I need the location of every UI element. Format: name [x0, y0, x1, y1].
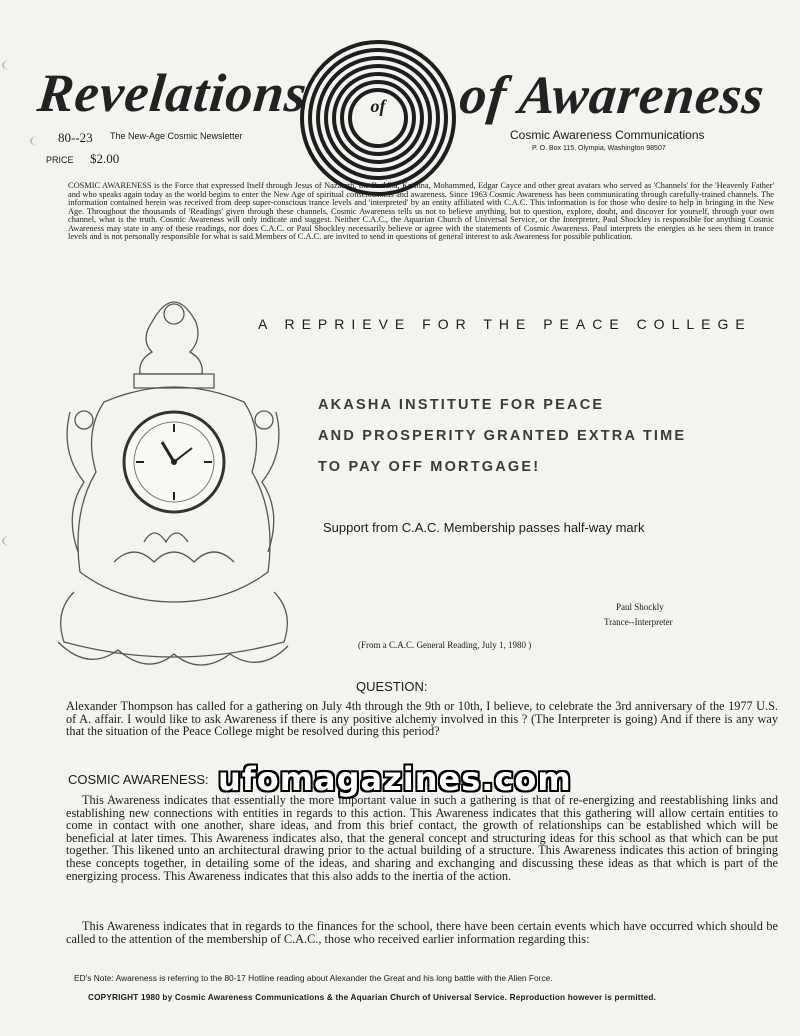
publisher-name: Cosmic Awareness Communications	[510, 128, 705, 142]
question-text: Alexander Thompson has called for a gathering on July 4th through the 9th or 10th, I believe, to celebrate the 3rd anniversary of the 1977 U.S. of A. affair. I would like to ask Awareness if there is any positive alchemy involved in this ? (The Interpreter is going) And if there is any way that the situation of the Peace College might be resolved during this period?	[66, 699, 778, 739]
site-watermark: ufomagazines.com	[218, 760, 572, 798]
signature-role: Trance--Interpreter	[604, 617, 673, 627]
price-label: PRICE	[46, 155, 74, 165]
issue-number: 80--23	[58, 130, 93, 145]
answer-paragraph-1: This Awareness indicates that essentially the more important value in such a gathering is that of re-energizing and reestablishing links and establishing new connections with entities in regards to this action. This Awareness indicates that this gathering will allow certain entities to come in contact with one another, share ideas, and from this brief contact, the growth of relationships can be established which will be beneficial at later times. This Awareness indicates also, that the general concept and structuring ideas for this school as that which can be put together. This likened unto an architectural drawing prior to the actual building of a structure. This Awareness indicates this action of bringing these concepts together, in detailing some of the ideas, and sharing and exchanging and discussing these ideas as that which is part of the energizing process. This Awareness indicates that this also adds to the inertia of the action.	[66, 793, 778, 883]
article-subhead: Support from C.A.C. Membership passes half-way mark	[323, 520, 645, 535]
answer-label: COSMIC AWARENESS:	[68, 772, 209, 787]
headline-line-1: AKASHA INSTITUTE FOR PEACE	[318, 397, 605, 413]
masthead-title-left: Revelations	[34, 63, 311, 123]
punch-hole-mark	[2, 60, 18, 70]
reading-source: (From a C.A.C. General Reading, July 1, 1980 )	[358, 640, 532, 650]
editor-note: ED's Note: Awareness is referring to the 80-17 Hotline reading about Alexander the Great and his long battle with the Alien Force.	[74, 973, 553, 983]
intro-disclaimer: COSMIC AWARENESS is the Force that expressed Itself through Jesus of Nazareth, the Buddha, Krishna, Mohammed, Edgar Cayce and other great avatars who served as 'Channels' for the 'Heavenly Father' and who speaks again today as the world begins to enter the New Age of spiritual consciousness and awareness. Since 1963 Cosmic Awareness has been communicating through carefully-trained channels. The information contained herein was received from deep super-conscious trance levels and 'interpreted' by an entity affiliated with C.A.C. This information is for those who desire to help in bringing in the New Age. Throughout the thousands of 'Readings' given through these channels, Cosmic Awareness tells us not to believe anything, but to question, explore, doubt, and discover for yourself, through your own channel, what is the truth. Cosmic Awareness will only indicate and suggest. Neither C.A.C., the Aquarian Church of Universal Service, or the Interpreter, Paul Shockley is responsible for anything Cosmic Awareness may state in any of these readings, nor does C.A.C. or Paul Shockley necessarily believe or agree with the statements of Cosmic Awareness. Paul interprets the energies as he sees them in trance levels and is not personally responsible for what is said.Members of C.A.C. are invited to send in questions of general interest to ask Awareness for possible publication.	[68, 181, 774, 241]
price-value: $2.00	[90, 151, 120, 166]
masthead-title-right: of Awareness	[456, 65, 768, 125]
signature-name: Paul Shockly	[616, 602, 664, 612]
punch-hole-mark	[30, 136, 46, 146]
answer-paragraph-2: This Awareness indicates that in regards to the finances for the school, there have been certain events which have occurred which should be called to the attention of the membership of C.A.C., those who received earlier information regarding this:	[66, 919, 778, 946]
copyright-notice: COPYRIGHT 1980 by Cosmic Awareness Communications & the Aquarian Church of Universal Service. Reproduction however is permitted.	[88, 993, 657, 1002]
masthead-of: of	[370, 96, 386, 116]
headline-line-3: TO PAY OFF MORTGAGE!	[318, 459, 541, 475]
question-label: QUESTION:	[356, 679, 428, 694]
headline-line-2: AND PROSPERITY GRANTED EXTRA TIME	[318, 428, 687, 444]
publisher-address: P. O. Box 115, Olympia, Washington 98507	[532, 145, 666, 152]
newsletter-tagline: The New-Age Cosmic Newsletter	[110, 131, 243, 141]
concentric-rings-logo	[298, 38, 458, 198]
article-kicker: A REPRIEVE FOR THE PEACE COLLEGE	[258, 316, 752, 332]
punch-hole-mark	[2, 536, 18, 546]
